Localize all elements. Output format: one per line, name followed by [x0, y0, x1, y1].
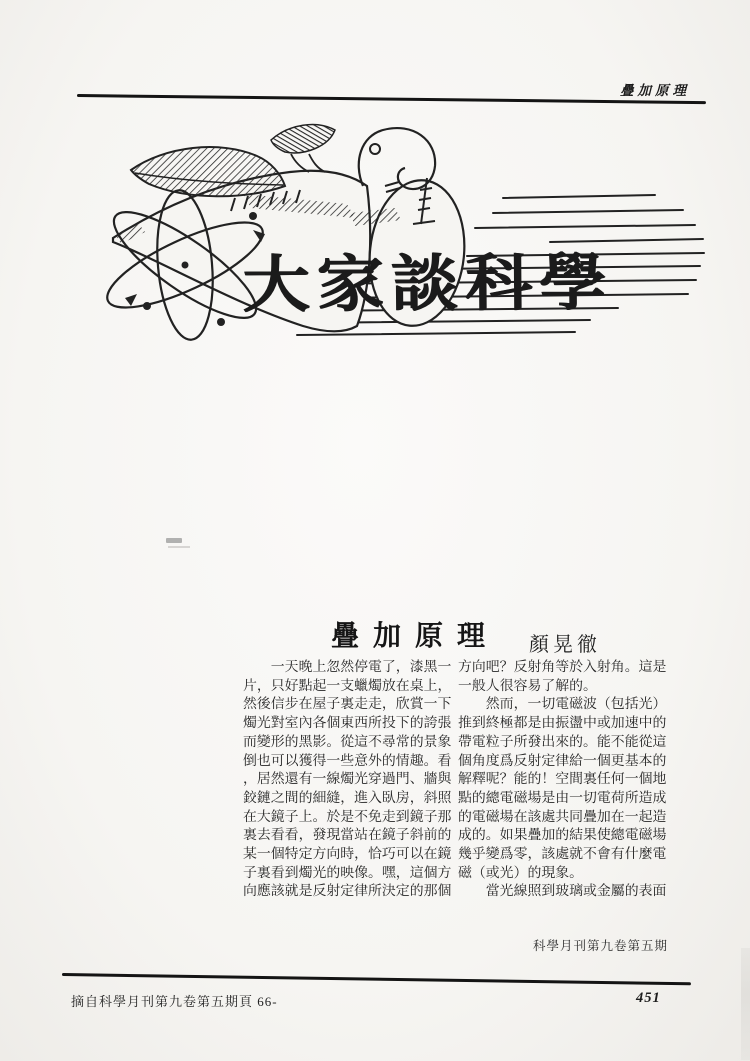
text-line: 個角度爲反射定律給一個更基本的 — [458, 753, 667, 769]
text-line: 片，只好點起一支蠟燭放在桌上， — [243, 678, 452, 694]
text-line: 向應該就是反射定律所決定的那個 — [243, 884, 452, 900]
text-line: 幾乎變爲零，該處就不會有什麼電 — [458, 847, 667, 863]
series-title: 大家談科學 — [242, 249, 614, 321]
text-line: 倒也可以獲得一些意外的情趣。看 — [243, 753, 452, 769]
article-column-right — [458, 659, 670, 902]
text-line: 而變形的黑影。從這不尋常的景象 — [243, 734, 452, 750]
text-line: 某一個特定方向時，恰巧可以在鏡 — [243, 847, 452, 863]
scan-artifact — [166, 538, 182, 543]
text-line: 方向吧？反射角等於入射角。這是 — [458, 660, 667, 675]
text-line: 帶電粒子所發出來的。能不能從這 — [458, 734, 667, 750]
top-rule — [77, 94, 706, 104]
running-header: 疊加原理 — [620, 83, 690, 98]
text-line: 在大鏡子上。於是不免走到鏡子那 — [243, 809, 452, 825]
text-line: 磁（或光）的現象。 — [458, 865, 584, 881]
text-line: 鉸鏈之間的細縫，進入臥房，斜照 — [243, 790, 452, 806]
journal-credit: 科學月刊第九卷第五期 — [532, 939, 668, 953]
text-line: 一天晚上忽然停電了，漆黑一 — [243, 660, 452, 675]
source-note: 摘自科學月刊第九卷第五期頁 66- — [71, 994, 278, 1009]
text-line: 當光線照到玻璃或金屬的表面 — [458, 884, 667, 900]
text-line: 推到終極都是由振盪中或加速中的 — [458, 716, 667, 732]
text-line: 的電磁場在該處共同疊加在一起造 — [458, 809, 667, 825]
leaf-small-icon — [271, 125, 335, 172]
text-line: 子裏看到燭光的映像。嘿，這個方 — [243, 865, 452, 881]
scan-edge-noise — [741, 948, 750, 1060]
page-number: 451 — [636, 990, 661, 1006]
article-column-left — [243, 659, 455, 902]
text-line: 裏去看看，發現當站在鏡子斜前的 — [243, 828, 452, 844]
text-line: ，居然還有一線燭光穿過門、牆與 — [243, 772, 452, 788]
text-line: 然而，一切電磁波（包括光） — [458, 697, 667, 713]
text-line: 燭光對室內各個東西所投下的誇張 — [243, 716, 452, 732]
text-line: 點的總電磁場是由一切電荷所造成 — [458, 790, 667, 806]
bottom-rule — [62, 973, 691, 985]
text-line: 然後信步在屋子裏走走，欣賞一下 — [243, 697, 452, 713]
text-line: 解釋呢？能的！空間裏任何一個地 — [458, 772, 667, 788]
text-line: 一般人很容易了解的。 — [458, 678, 597, 694]
article-author: 顏晃徹 — [529, 634, 601, 656]
scan-artifact — [168, 546, 190, 548]
text-line: 成的。如果疊加的結果使總電磁場 — [458, 828, 667, 844]
article-title: 疊加原理 — [331, 621, 500, 652]
leaf-icon — [131, 147, 285, 196]
